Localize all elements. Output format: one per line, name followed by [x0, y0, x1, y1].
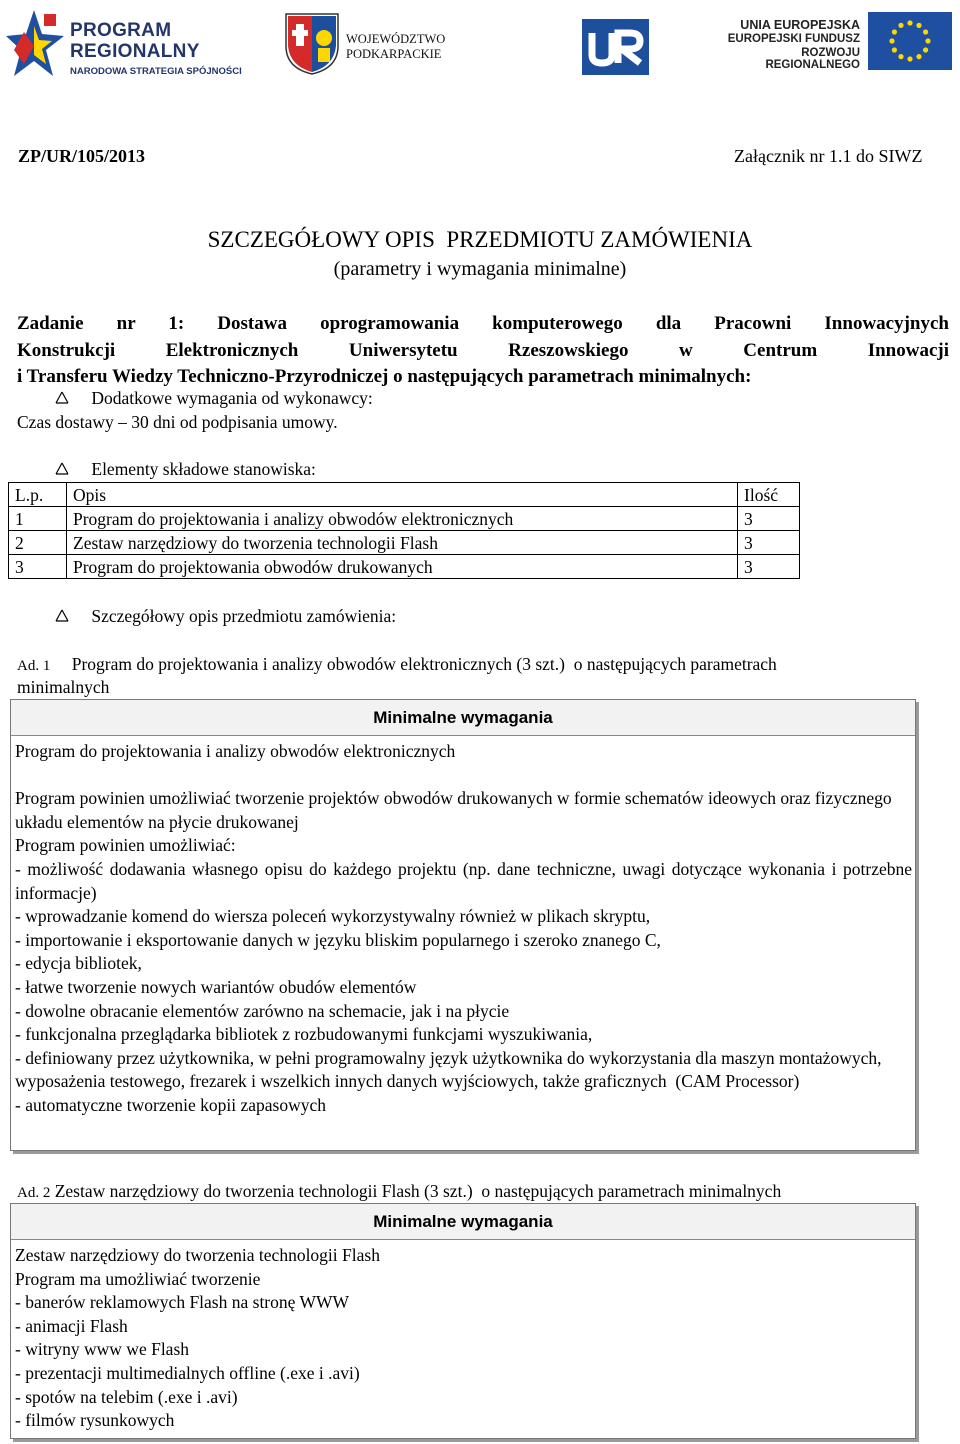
list-item: - filmów rysunkowych: [15, 1410, 175, 1431]
coat-of-arms-icon: [284, 12, 340, 76]
eu-star-icon: [898, 23, 903, 28]
ad1-requirements-box: [10, 699, 916, 1151]
ad1-para1: Program powinien umożliwiać tworzenie projektów obwodów drukowanych w formie schematów ideowych oraz fizycznego układu elementów na płycie drukowanej: [15, 788, 892, 832]
list-item: - witryny www we Flash: [15, 1339, 190, 1360]
university-logo: [582, 19, 649, 75]
bullet-triangle-icon: [55, 462, 69, 476]
program-logo-line1: PROGRAM: [70, 20, 172, 41]
table-header-row: [9, 483, 800, 507]
eu-star-icon: [907, 20, 912, 25]
program-logo-line2: REGIONALNY: [70, 41, 200, 62]
ad1-label: Ad. 1: [17, 658, 51, 674]
table-row: [9, 531, 800, 555]
row-opis: Program do projektowania i analizy obwodów elektronicznych: [67, 507, 738, 531]
list-item: - dowolne obracanie elementów zarówno na schemacie, jak i na płycie: [15, 1000, 510, 1021]
list-item: - spotów na telebim (.exe i .avi): [15, 1386, 238, 1407]
list-item: - importowanie i eksportowanie danych w języku bliskim popularnego i szeroko znanego C,: [15, 929, 661, 950]
eu-star-icon: [889, 38, 894, 43]
star-logo-icon: [6, 6, 66, 82]
row-opis: Program do projektowania obwodów drukowanych: [67, 555, 738, 579]
eu-star-icon: [916, 23, 921, 28]
region-logo-line2: PODKARPACKIE: [346, 47, 442, 61]
region-logo-line1: WOJEWÓDZTWO: [346, 32, 446, 46]
page-title: SZCZEGÓŁOWY OPIS PRZEDMIOTU ZAMÓWIENIA: [207, 227, 753, 252]
wojewodztwo-logo: [284, 12, 454, 76]
list-item: Program ma umożliwiać tworzenie: [15, 1268, 261, 1289]
ad1-heading-text: Program do projektowania i analizy obwodów elektronicznych (3 szt.) o następujących parametrach: [71, 654, 777, 674]
ad1-box-header: Minimalne wymagania: [11, 700, 915, 736]
eu-star-icon: [892, 47, 897, 52]
list-item: - edycja bibliotek,: [15, 953, 142, 974]
list-item: - prezentacji multimedialnych offline (.exe i .avi): [15, 1362, 360, 1383]
task-line-2: Konstrukcji Elektronicznych Uniwersytetu Rzeszowskiego w Centrum Innowacji: [17, 339, 949, 361]
header-ilosc: Ilość: [738, 483, 800, 507]
list-item: Zestaw narzędziowy do tworzenia technologii Flash: [15, 1245, 380, 1265]
row-ilosc: 3: [738, 531, 800, 555]
eu-logo-line1: UNIA EUROPEJSKA: [740, 18, 860, 32]
eu-star-icon: [907, 56, 912, 61]
ad1-title: Program do projektowania i analizy obwodów elektronicznych: [15, 741, 456, 761]
task-line-3: i Transferu Wiedzy Techniczno-Przyrodniczej o następujących parametrach minimalnych:: [17, 366, 752, 387]
ad1-para2: Program powinien umożliwiać:: [15, 835, 236, 856]
row-lp: 2: [9, 531, 67, 555]
reference-number: ZP/UR/105/2013: [18, 146, 146, 166]
bullet-triangle-icon: [55, 609, 69, 623]
eu-flag-icon: [868, 12, 952, 70]
eu-logo-line2: EUROPEJSKI FUNDUSZ: [727, 33, 860, 45]
eu-star-icon: [925, 38, 930, 43]
eu-logo: [714, 10, 954, 72]
eu-star-icon: [892, 29, 897, 34]
bullet-additional-text: Dodatkowe wymagania od wykonawcy:: [91, 388, 373, 408]
bullet-components-text: Elementy składowe stanowiska:: [91, 459, 316, 479]
list-item: - automatyczne tworzenie kopii zapasowych: [15, 1094, 326, 1115]
bullet-detailed: [55, 606, 396, 627]
list-item: - animacji Flash: [15, 1315, 128, 1336]
bullet-components: [55, 459, 316, 480]
list-item: - definiowany przez użytkownika, w pełni programowalny język użytkownika do wykorzystania dla maszyn montażowych, wyposażenia testowego, frezarek i wszelkich innych danych wyjściowych, także graficznych (CAM Processor): [15, 1047, 886, 1092]
row-ilosc: 3: [738, 507, 800, 531]
row-opis: Zestaw narzędziowy do tworzenia technologii Flash: [67, 531, 738, 555]
ad2-heading-text: Zestaw narzędziowy do tworzenia technologii Flash (3 szt.) o następujących parametrach minimalnych: [54, 1181, 782, 1201]
program-logo-line3: NARODOWA STRATEGIA SPÓJNOŚCI: [70, 66, 242, 77]
ad1-heading-cont: minimalnych: [17, 677, 110, 697]
bullet-triangle-icon: [55, 391, 69, 405]
eu-logo-line3: ROZWOJU REGIONALNEGO: [765, 47, 860, 71]
ad2-label: Ad. 2: [17, 1185, 51, 1201]
ur-logo-icon: [582, 19, 649, 75]
eu-star-icon: [923, 29, 928, 34]
program-regionalny-logo: [6, 6, 242, 82]
list-item: - łatwe tworzenie nowych wariantów obudów elementów: [15, 976, 417, 997]
list-item: - możliwość dodawania własnego opisu do każdego projektu (np. dane techniczne, uwagi dotyczące wykonania i potrzebne informacje): [15, 858, 912, 903]
header-lp: L.p.: [9, 483, 67, 507]
task-description: [17, 311, 949, 391]
task-line-1: Zadanie nr 1: Dostawa oprogramowania komputerowego dla Pracowni Innowacyjnych: [17, 313, 949, 334]
header-opis: Opis: [67, 483, 738, 507]
table-row: [9, 507, 800, 531]
list-item: - funkcjonalna przeglądarka bibliotek z rozbudowanymi funkcjami wyszukiwania,: [15, 1024, 593, 1045]
ad2-heading: [17, 1181, 781, 1202]
table-row: [9, 555, 800, 579]
ad1-box-body: [11, 736, 915, 1118]
page-subtitle: (parametry i wymagania minimalne): [333, 258, 627, 280]
eu-star-icon: [916, 54, 921, 59]
ad1-heading: [17, 654, 777, 675]
eu-star-icon: [923, 47, 928, 52]
row-lp: 1: [9, 507, 67, 531]
ad2-box-body: [11, 1240, 915, 1433]
ad2-requirements-box: [10, 1203, 916, 1439]
eu-star-icon: [898, 54, 903, 59]
attachment-label: Załącznik nr 1.1 do SIWZ: [734, 146, 923, 166]
delivery-time: Czas dostawy – 30 dni od podpisania umowy.: [17, 412, 338, 432]
row-ilosc: 3: [738, 555, 800, 579]
bullet-additional: [55, 388, 373, 409]
row-lp: 3: [9, 555, 67, 579]
items-table: [8, 482, 800, 579]
ad2-box-header: Minimalne wymagania: [11, 1204, 915, 1240]
bullet-detailed-text: Szczegółowy opis przedmiotu zamówienia:: [91, 606, 397, 626]
list-item: - banerów reklamowych Flash na stronę WWW: [15, 1292, 350, 1313]
list-item: - wprowadzanie komend do wiersza poleceń wykorzystywalny również w plikach skryptu,: [15, 906, 651, 927]
